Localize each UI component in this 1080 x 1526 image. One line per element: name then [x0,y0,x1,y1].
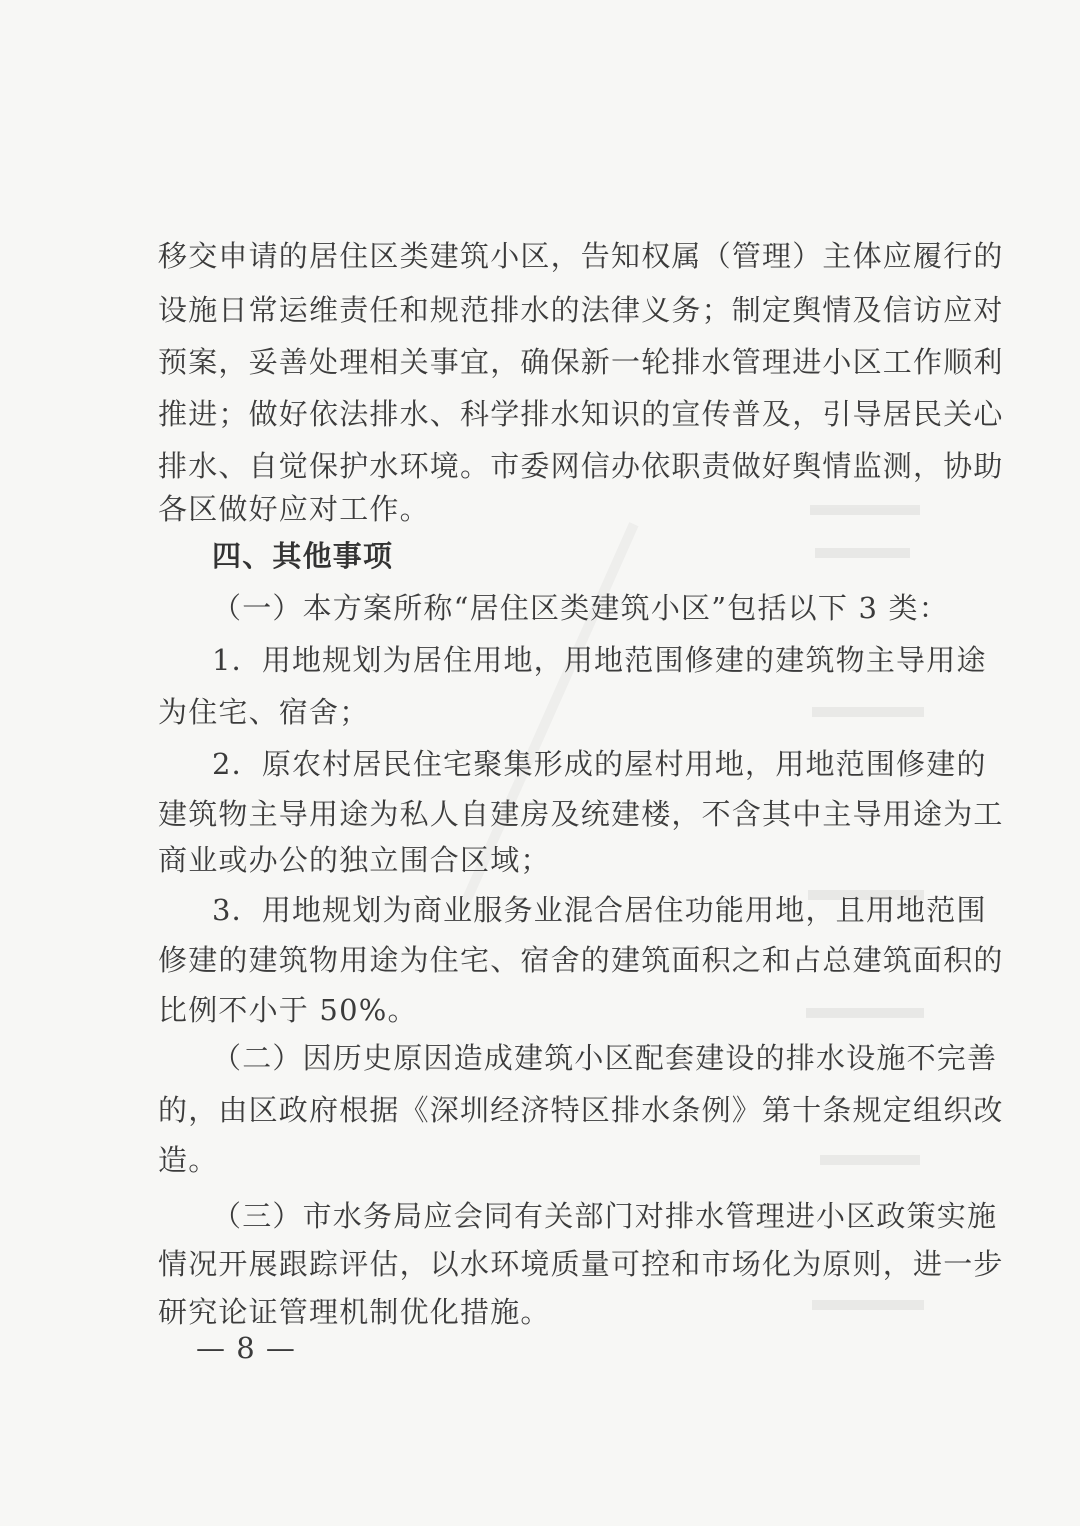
list-item-line: 2．原农村居民住宅聚集形成的屋村用地，用地范围修建的 [212,747,987,781]
paragraph-line: （三）市水务局应会同有关部门对排水管理进小区政策实施 [212,1199,998,1233]
list-item-line: 3．用地规划为商业服务业混合居住功能用地，且用地范围 [212,893,987,927]
body-line: 各区做好应对工作。 [158,492,430,526]
list-item-line: 为住宅、宿舍； [158,695,370,729]
body-line: 排水、自觉保护水环境。市委网信办依职责做好舆情监测，协助 [158,449,1004,483]
paragraph-line: 造。 [158,1143,219,1177]
paragraph-line: （二）因历史原因造成建筑小区配套建设的排水设施不完善 [212,1041,998,1075]
body-line: 推进；做好依法排水、科学排水知识的宣传普及，引导居民关心 [158,397,1004,431]
body-line: 设施日常运维责任和规范排水的法律义务；制定舆情及信访应对 [158,293,1004,327]
list-item-line: 修建的建筑物用途为住宅、宿舍的建筑面积之和占总建筑面积的 [158,943,1004,977]
list-item-line: 比例不小于 50%。 [158,993,418,1027]
list-item-line: 建筑物主导用途为私人自建房及统建楼，不含其中主导用途为工 [158,797,1004,831]
list-item-line: 商业或办公的独立围合区域； [158,843,551,877]
paragraph-line: 研究论证管理机制优化措施。 [158,1295,551,1329]
section-heading: 四、其他事项 [212,539,394,573]
paragraph-line: （一）本方案所称“居住区类建筑小区”包括以下 3 类： [212,591,949,625]
list-item-line: 1．用地规划为居住用地，用地范围修建的建筑物主导用途 [212,643,987,677]
paragraph-line: 的，由区政府根据《深圳经济特区排水条例》第十条规定组织改 [158,1093,1004,1127]
body-line: 移交申请的居住区类建筑小区，告知权属（管理）主体应履行的 [158,239,1004,273]
paragraph-line: 情况开展跟踪评估，以水环境质量可控和市场化为原则，进一步 [158,1247,1004,1281]
body-line: 预案，妥善处理相关事宜，确保新一轮排水管理进小区工作顺利 [158,345,1004,379]
page-number: — 8 — [196,1331,296,1365]
